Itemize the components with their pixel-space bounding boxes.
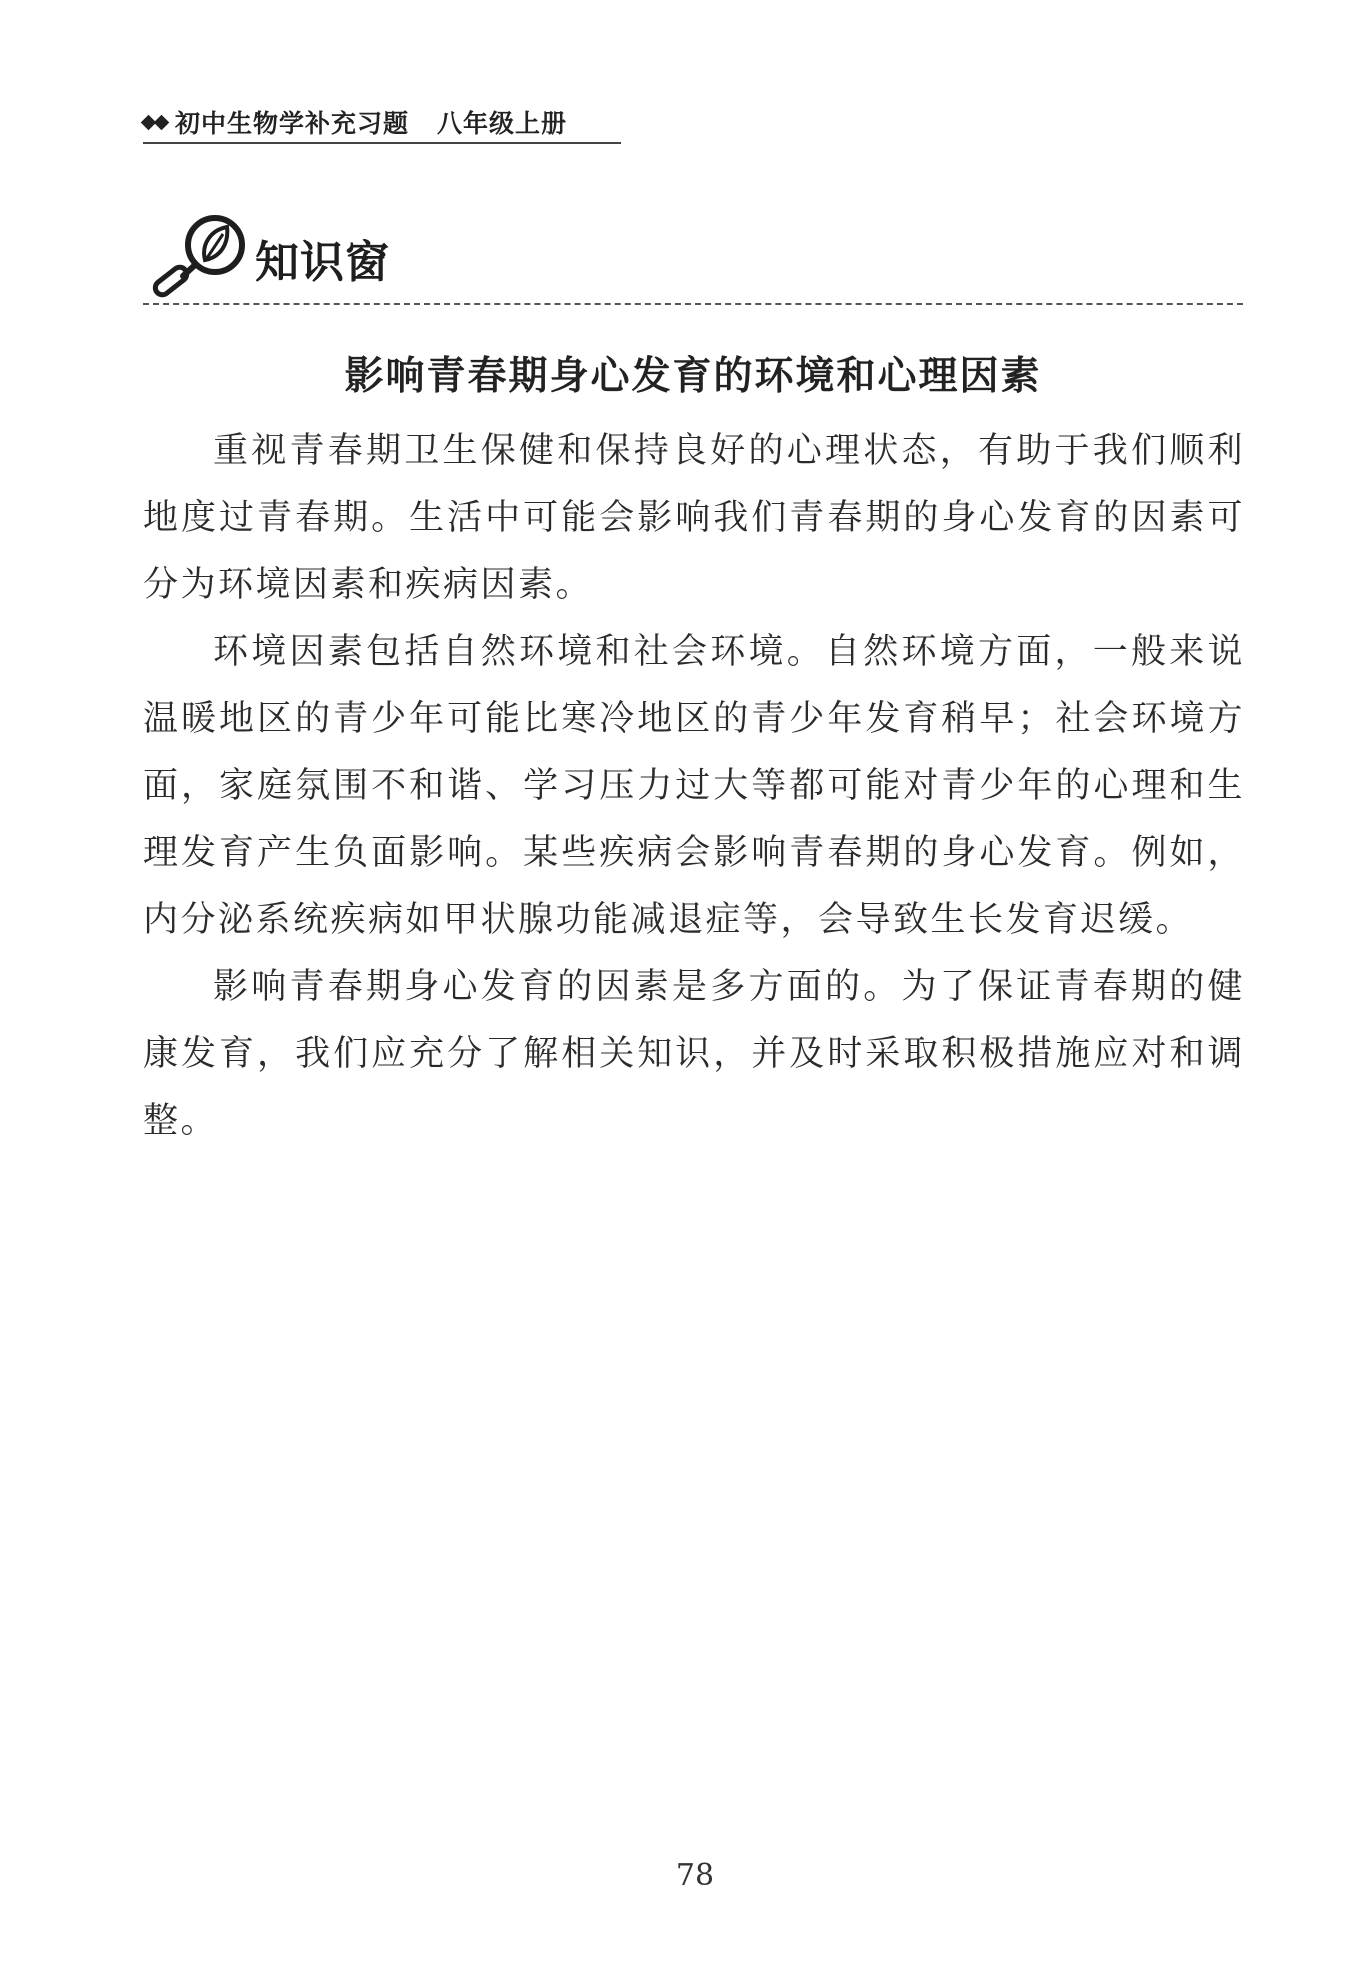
paragraph: 环境因素包括自然环境和社会环境。自然环境方面，一般来说温暖地区的青少年可能比寒冷地区的青少年发育稍早；社会环境方面，家庭氛围不和谐、学习压力过大等都可能对青少年的心理和生理发育产生负面影响。某些疾病会影响青春期的身心发育。例如，内分泌系统疾病如甲状腺功能减退症等，会导致生长发育迟缓。: [143, 632, 1245, 940]
running-header: [143, 102, 621, 144]
header-grade: 八年级上册: [437, 109, 568, 138]
header-book-title: 初中生物学补充习题: [175, 109, 410, 138]
paragraph: 重视青春期卫生保健和保持良好的心理状态，有助于我们顺利地度过青春期。生活中可能会影响我们青春期的身心发育的因素可分为环境因素和疾病因素。: [143, 431, 1245, 605]
article-body: [143, 418, 1245, 1155]
section-title: 知识窗: [255, 237, 390, 288]
magnifier-leaf-icon: [143, 210, 253, 300]
section-label: [143, 210, 390, 300]
page-number: 78: [675, 1858, 715, 1893]
dashed-divider: [143, 303, 1243, 305]
paragraph: 影响青春期身心发育的因素是多方面的。为了保证青春期的健康发育，我们应充分了解相关知识，并及时采取积极措施应对和调整。: [143, 967, 1245, 1141]
diamond-bullet-icon: [143, 117, 169, 128]
article-title: 影响青春期身心发育的环境和心理因素: [344, 354, 1042, 399]
